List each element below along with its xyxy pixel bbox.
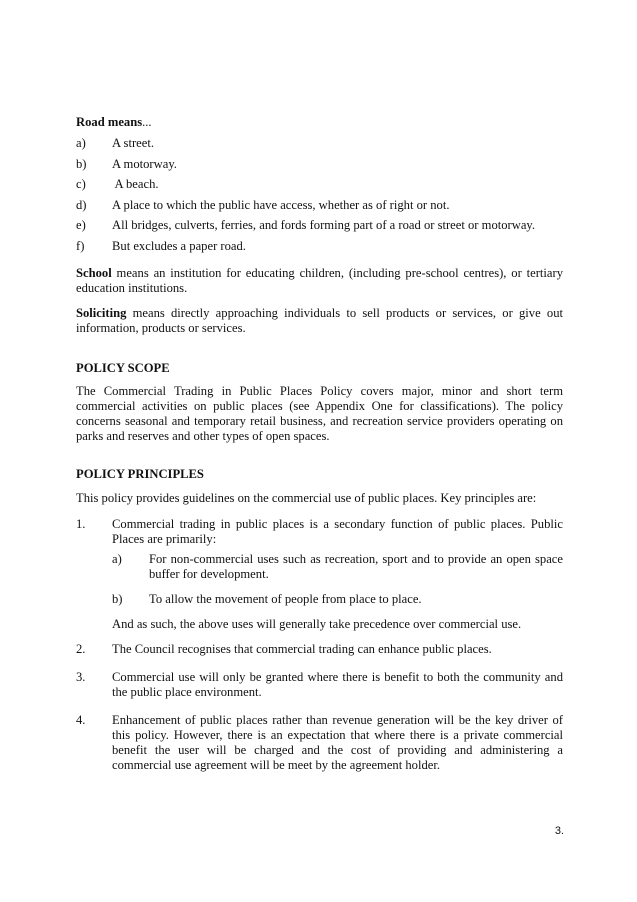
principle-number: 1. bbox=[76, 517, 86, 531]
soliciting-definition-text: means directly approaching individuals to sell products or services, or give out information, products or services. bbox=[76, 306, 563, 335]
list-item bbox=[76, 198, 563, 214]
list-item bbox=[76, 157, 563, 173]
list-item-text: A motorway. bbox=[112, 157, 177, 171]
list-item-label: c) bbox=[76, 177, 86, 191]
principle-text: The Council recognises that commercial trading can enhance public places. bbox=[112, 642, 492, 656]
principle-followup-text: And as such, the above uses will generally take precedence over commercial use. bbox=[112, 617, 522, 631]
policy-principles-intro: This policy provides guidelines on the commercial use of public places. Key principles are: bbox=[76, 491, 537, 505]
school-definition-text: means an institution for educating children, (including pre-school centres), or tertiary education institutions. bbox=[76, 266, 563, 295]
list-item-label: f) bbox=[76, 239, 85, 253]
sub-item-text: For non-commercial uses such as recreation, sport and to provide an open space buffer for development. bbox=[149, 552, 563, 581]
sub-item-text: To allow the movement of people from place to place. bbox=[149, 592, 422, 606]
policy-principles-heading: POLICY PRINCIPLES bbox=[76, 467, 204, 481]
principle-number: 2. bbox=[76, 642, 86, 656]
principle-text: Enhancement of public places rather than revenue generation will be the key driver of this policy. However, there is an expectation that where there is a private commercial benefit the user will be charged and the cost of providing and administering a commercial use agreement will be meet by the agreement holder. bbox=[112, 713, 563, 772]
soliciting-term: Soliciting bbox=[76, 306, 127, 320]
list-item-text: A place to which the public have access, whether as of right or not. bbox=[112, 198, 450, 212]
page-number: 3. bbox=[554, 825, 564, 837]
list-item-label: a) bbox=[76, 136, 86, 150]
list-item-text: All bridges, culverts, ferries, and fords forming part of a road or street or motorway. bbox=[112, 218, 536, 232]
school-definition bbox=[76, 266, 563, 296]
sub-item-label: a) bbox=[112, 552, 122, 566]
road-definition-heading bbox=[76, 115, 563, 130]
principle-number: 3. bbox=[76, 670, 86, 684]
principle-text: Commercial use will only be granted where there is benefit to both the community and the public place environment. bbox=[112, 670, 563, 699]
list-item-label: b) bbox=[76, 157, 87, 171]
list-item bbox=[76, 177, 563, 193]
list-item-text: A beach. bbox=[112, 177, 159, 191]
road-term: Road means bbox=[76, 115, 143, 129]
list-item bbox=[76, 136, 563, 152]
list-item-text: A street. bbox=[112, 136, 154, 150]
soliciting-definition bbox=[76, 306, 563, 336]
road-ellipsis: ... bbox=[142, 115, 152, 129]
list-item bbox=[76, 239, 563, 255]
policy-scope-heading: POLICY SCOPE bbox=[76, 361, 170, 375]
list-item-text: But excludes a paper road. bbox=[112, 239, 246, 253]
list-item-label: d) bbox=[76, 198, 87, 212]
policy-scope-text: The Commercial Trading in Public Places Policy covers major, minor and short term commercial activities on public places (see Appendix One for classifications). The policy concerns seasonal and temporary retail business, and recreation service providers operating on parks and reserves and other types of open spaces. bbox=[76, 384, 563, 443]
list-item-label: e) bbox=[76, 218, 86, 232]
school-term: School bbox=[76, 266, 112, 280]
list-item bbox=[76, 218, 563, 234]
sub-item-label: b) bbox=[112, 592, 123, 606]
principle-number: 4. bbox=[76, 713, 86, 727]
principle-text: Commercial trading in public places is a secondary function of public places. Public Places are primarily: bbox=[112, 517, 563, 546]
